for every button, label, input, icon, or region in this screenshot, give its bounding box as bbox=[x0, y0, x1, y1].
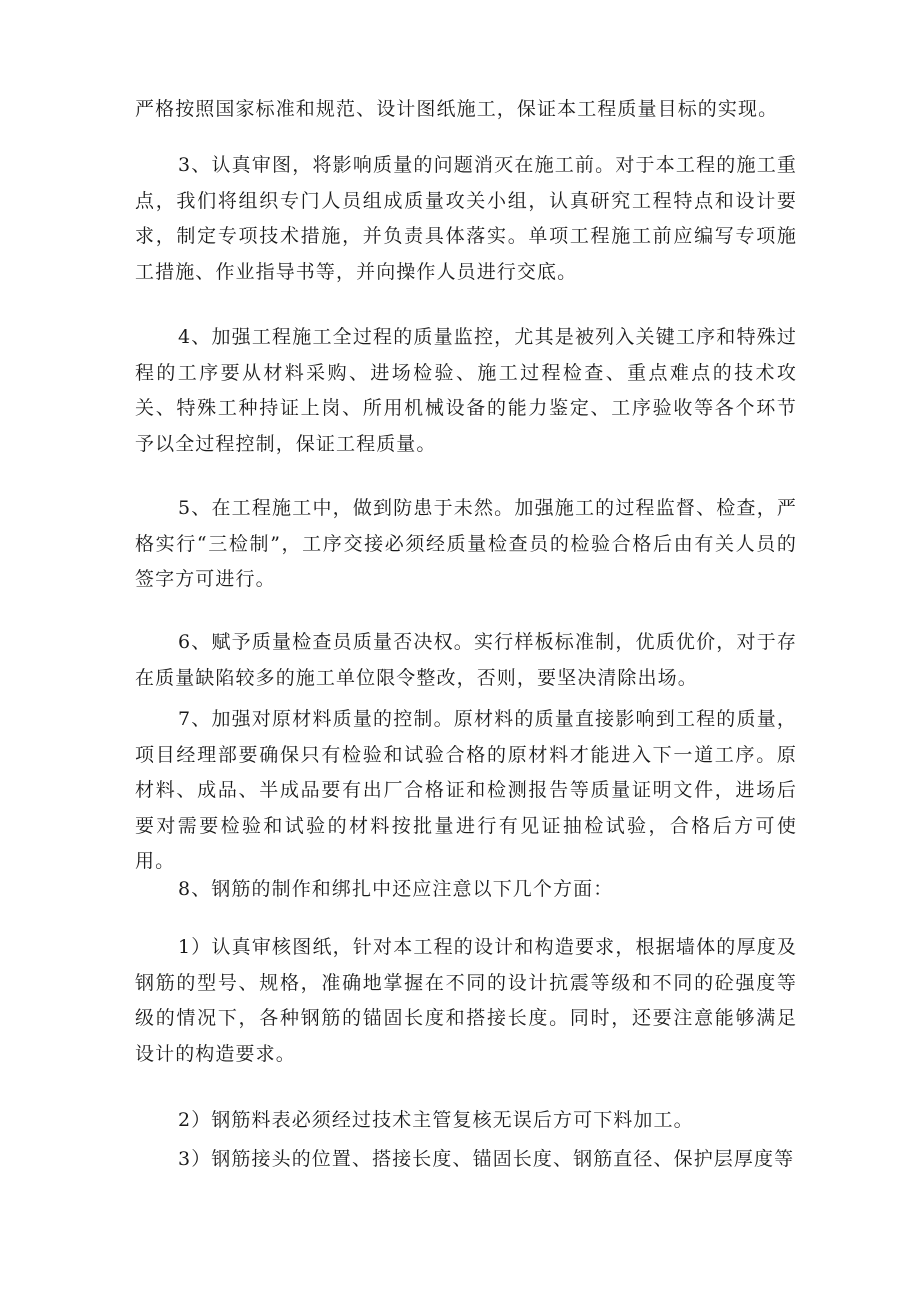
paragraph-item-5: 5、在工程施工中，做到防患于未然。加强施工的过程监督、检查，严格实行“三检制”，工序交接必须经质量检查员的检验合格后由有关人员的签字方可进行。 bbox=[135, 497, 797, 590]
paragraph-item-3: 3、认真审图，将影响质量的问题消灭在施工前。对于本工程的施工重点，我们将组织专门人员组成质量攻关小组，认真研究工程特点和设计要求，制定专项技术措施，并负责具体落实。单项工程施工前应编写专项施工措施、作业指导书等，并向操作人员进行交底。 bbox=[135, 154, 797, 283]
subitem-1: 1）认真审核图纸，针对本工程的设计和构造要求，根据墙体的厚度及钢筋的型号、规格，准确地掌握在不同的设计抗震等级和不同的砼强度等级的情况下，各种钢筋的锚固长度和搭接长度。同时，还要注意能够满足设计的构造要求。 bbox=[135, 936, 797, 1065]
paragraph-item-7: 7、加强对原材料质量的控制。原材料的质量直接影响到工程的质量，项目经理部要确保只有检验和试验合格的原材料才能进入下一道工序。原材料、成品、半成品要有出厂合格证和检测报告等质量证明文件，进场后要对需要检验和试验的材料按批量进行有见证抽检试验，合格后方可使用。 bbox=[135, 708, 797, 872]
subitem-2: 2）钢筋料表必须经过技术主管复核无误后方可下料加工。 bbox=[178, 1109, 694, 1131]
paragraph-item-6: 6、赋予质量检查员质量否决权。实行样板标准制，优质优价，对于存在质量缺陷较多的施工单位限令整改，否则，要坚决清除出场。 bbox=[135, 631, 797, 689]
paragraph-continuation: 严格按照国家标准和规范、设计图纸施工，保证本工程质量目标的实现。 bbox=[135, 98, 779, 120]
paragraph-item-4: 4、加强工程施工全过程的质量监控，尤其是被列入关键工序和特殊过程的工序要从材料采购、进场检验、施工过程检查、重点难点的技术攻关、特殊工种持证上岗、所用机械设备的能力鉴定、工序验收等各个环节予以全过程控制，保证工程质量。 bbox=[135, 326, 797, 455]
subitem-3: 3）钢筋接头的位置、搭接长度、锚固长度、钢筋直径、保护层厚度等 bbox=[178, 1148, 795, 1170]
paragraph-item-8: 8、钢筋的制作和绑扎中还应注意以下几个方面： bbox=[178, 878, 614, 900]
